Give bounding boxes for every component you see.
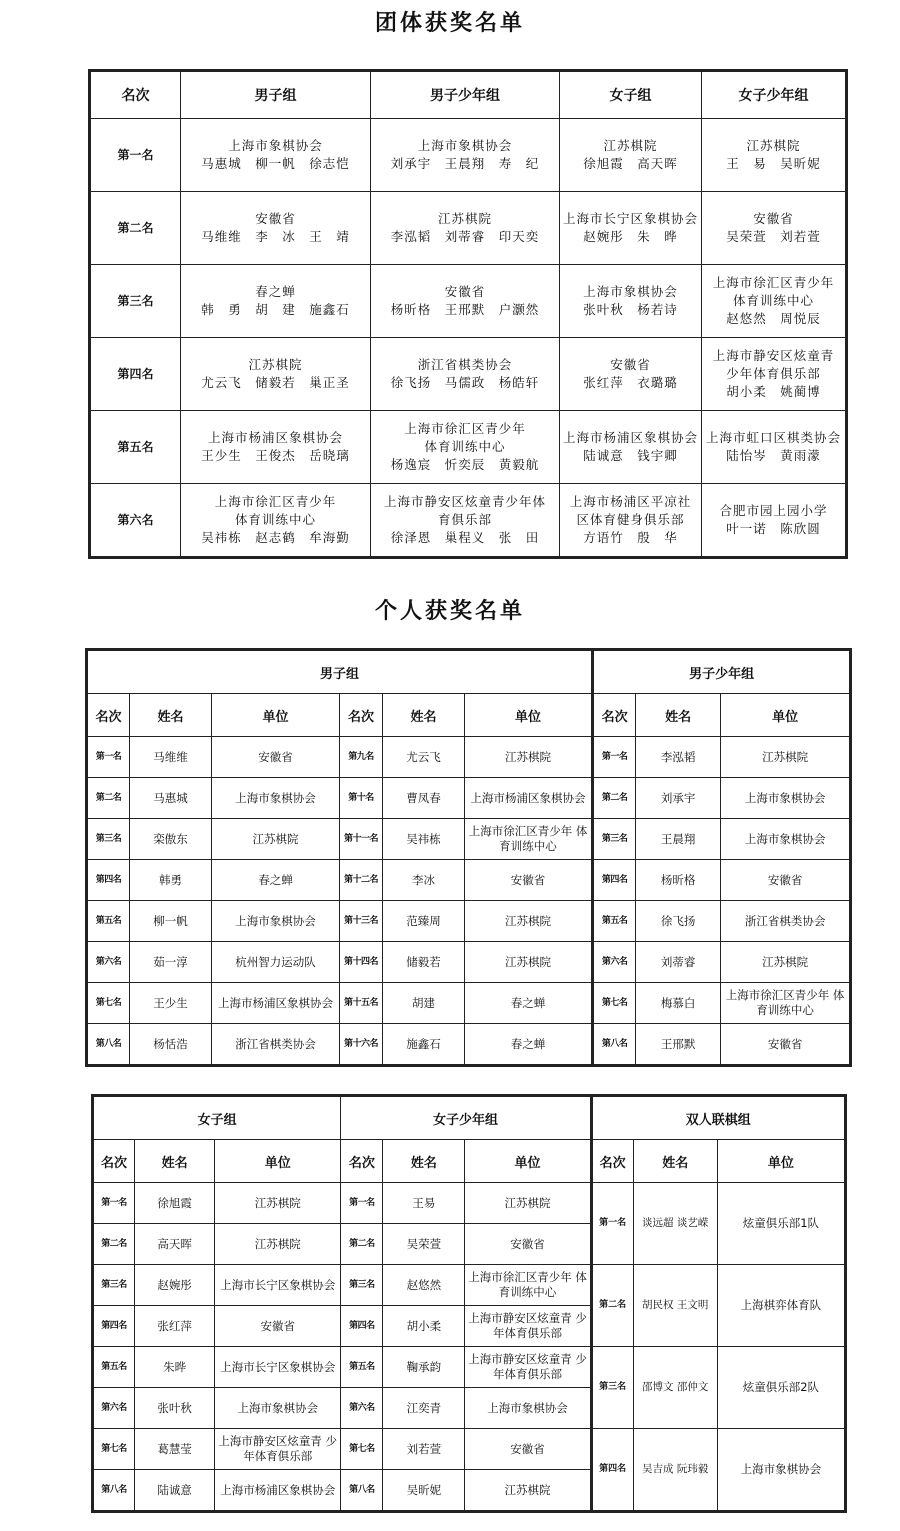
cell-line: 吴祎栋 赵志鹤 牟海勤 (201, 530, 350, 545)
cell-rank: 第五名 (93, 1347, 135, 1388)
cell-player-name: 王邢默 (636, 1024, 721, 1066)
team-cell-women (560, 119, 702, 192)
cell-player-name: 朱晔 (135, 1347, 215, 1388)
cell-rank: 第四名 (93, 1306, 135, 1347)
cell-player-name: 杨恬浩 (130, 1024, 212, 1066)
cell-line: 江苏棋院 (746, 138, 801, 153)
cell-line: 吴荣萱 刘若萱 (726, 229, 821, 244)
cell-line: 上海市象棋协会 (583, 284, 678, 299)
cell-rank: 第十三名 (340, 901, 383, 942)
cell-unit: 江苏棋院 (721, 737, 851, 778)
cell-unit: 杭州智力运动队 (212, 942, 340, 983)
column-header-name: 姓名 (383, 694, 465, 737)
team-cell-junior-men (371, 192, 560, 265)
cell-line: 浙江省棋类协会 (417, 357, 513, 372)
column-header-name: 姓名 (636, 694, 721, 737)
cell-line: 体育训练中心 (732, 293, 814, 308)
column-header-name: 姓名 (135, 1140, 215, 1183)
pair-names: 吴吉成 阮玮毅 (633, 1429, 717, 1512)
table-row (87, 901, 851, 942)
cell-line: 王少生 王俊杰 岳晓璃 (201, 448, 350, 463)
cell-rank: 第九名 (340, 737, 383, 778)
table-row (93, 1347, 846, 1388)
cell-rank: 第四名 (87, 860, 130, 901)
cell-unit: 安徽省 (721, 860, 851, 901)
column-header-rank: 名次 (87, 694, 130, 737)
cell-line: 陆怡岑 黄雨濛 (726, 448, 821, 463)
team-rank: 第四名 (90, 338, 181, 411)
cell-player-name: 范臻周 (383, 901, 465, 942)
cell-line: 赵悠然 周悦辰 (726, 311, 821, 326)
header-junior-women: 女子少年组 (702, 71, 847, 119)
cell-player-name: 张叶秋 (135, 1388, 215, 1429)
team-cell-men (181, 411, 371, 484)
cell-unit: 春之蝉 (465, 1024, 593, 1066)
group-men: 男子组 (87, 650, 593, 694)
cell-line: 安徽省 (444, 284, 486, 299)
column-header-unit: 单位 (465, 1140, 591, 1183)
team-rank: 第三名 (90, 265, 181, 338)
cell-player-name: 王易 (383, 1183, 465, 1224)
cell-player-name: 陆诚意 (135, 1470, 215, 1512)
column-header-rank: 名次 (591, 1140, 633, 1183)
cell-rank: 第八名 (593, 1024, 636, 1066)
team-cell-junior-men (371, 411, 560, 484)
cell-line: 上海市虹口区棋类协会 (705, 430, 841, 445)
cell-unit: 上海市杨浦区象棋协会 (215, 1470, 341, 1512)
team-cell-men (181, 484, 371, 558)
cell-rank: 第一名 (87, 737, 130, 778)
team-cell-junior-men (371, 265, 560, 338)
cell-line: 上海市长宁区象棋协会 (562, 211, 698, 226)
cell-player-name: 刘蒂睿 (636, 942, 721, 983)
cell-rank: 第八名 (87, 1024, 130, 1066)
cell-line: 杨逸宸 忻奕辰 黄毅航 (390, 457, 540, 472)
individual-awards-table-men (85, 648, 852, 1067)
cell-line: 李泓韬 刘蒂睿 印天奕 (390, 229, 540, 244)
cell-unit: 江苏棋院 (465, 942, 593, 983)
cell-rank: 第六名 (593, 942, 636, 983)
cell-rank: 第八名 (93, 1470, 135, 1512)
pair-rank: 第二名 (591, 1265, 633, 1347)
team-row (90, 192, 847, 265)
table-row (87, 942, 851, 983)
cell-line: 张叶秋 杨若诗 (583, 302, 678, 317)
cell-unit: 江苏棋院 (215, 1183, 341, 1224)
column-header-name: 姓名 (130, 694, 212, 737)
cell-rank: 第七名 (93, 1429, 135, 1470)
cell-player-name: 王晨翔 (636, 819, 721, 860)
cell-unit: 安徽省 (212, 737, 340, 778)
cell-unit: 浙江省棋类协会 (721, 901, 851, 942)
cell-line: 体育训练中心 (424, 439, 506, 454)
header-junior-men: 男子少年组 (371, 71, 560, 119)
header-men: 男子组 (181, 71, 371, 119)
cell-line: 育俱乐部 (437, 512, 492, 527)
team-row (90, 484, 847, 558)
cell-player-name: 杨昕格 (636, 860, 721, 901)
cell-rank: 第三名 (341, 1265, 383, 1306)
cell-unit: 江苏棋院 (465, 1470, 591, 1512)
cell-line: 安徽省 (255, 211, 296, 226)
team-row (90, 119, 847, 192)
cell-rank: 第五名 (87, 901, 130, 942)
cell-rank: 第六名 (93, 1388, 135, 1429)
cell-line: 尤云飞 储毅若 巢正圣 (201, 375, 350, 390)
cell-line: 上海市徐汇区青少年 (214, 494, 337, 509)
cell-player-name: 栾傲东 (130, 819, 212, 860)
cell-unit: 上海市杨浦区象棋协会 (212, 983, 340, 1024)
cell-line: 杨昕格 王邢默 户灏然 (390, 302, 540, 317)
pair-names: 谈远超 谈艺嵘 (633, 1183, 717, 1265)
cell-line: 赵婉彤 朱 晔 (583, 229, 678, 244)
table-row (87, 778, 851, 819)
cell-unit: 春之蝉 (212, 860, 340, 901)
cell-player-name: 王少生 (130, 983, 212, 1024)
cell-line: 徐旭霞 高天晖 (583, 156, 678, 171)
cell-unit: 春之蝉 (465, 983, 593, 1024)
pair-rank: 第一名 (591, 1183, 633, 1265)
individual-awards-table-women (91, 1094, 847, 1513)
pair-names: 邵博文 邵仲文 (633, 1347, 717, 1429)
team-row (90, 265, 847, 338)
cell-unit: 上海市象棋协会 (465, 1388, 591, 1429)
team-cell-junior-women (702, 192, 847, 265)
cell-player-name: 韩勇 (130, 860, 212, 901)
cell-player-name: 储毅若 (383, 942, 465, 983)
cell-rank: 第五名 (593, 901, 636, 942)
column-header-rank: 名次 (93, 1140, 135, 1183)
cell-unit: 上海市象棋协会 (721, 778, 851, 819)
cell-unit: 上海市徐汇区青少年 体育训练中心 (465, 819, 593, 860)
table-row (93, 1265, 846, 1306)
cell-unit: 安徽省 (465, 1429, 591, 1470)
table-row (87, 983, 851, 1024)
cell-player-name: 葛慧莹 (135, 1429, 215, 1470)
pair-unit: 炫童俱乐部1队 (717, 1183, 845, 1265)
table-row (93, 1429, 846, 1470)
cell-line: 安徽省 (610, 357, 651, 372)
team-cell-men (181, 119, 371, 192)
cell-player-name: 徐飞扬 (636, 901, 721, 942)
cell-line: 区体育健身俱乐部 (576, 512, 685, 527)
header-rank: 名次 (90, 71, 181, 119)
cell-unit: 上海市长宁区象棋协会 (215, 1265, 341, 1306)
cell-unit: 江苏棋院 (465, 737, 593, 778)
cell-unit: 上海市象棋协会 (212, 901, 340, 942)
cell-unit: 上海市杨浦区象棋协会 (465, 778, 593, 819)
cell-rank: 第一名 (341, 1183, 383, 1224)
cell-line: 马维维 李 冰 王 靖 (201, 229, 350, 244)
cell-unit: 江苏棋院 (465, 1183, 591, 1224)
cell-player-name: 吴荣萱 (383, 1224, 465, 1265)
cell-player-name: 柳一帆 (130, 901, 212, 942)
cell-unit: 浙江省棋类协会 (212, 1024, 340, 1066)
cell-player-name: 李冰 (383, 860, 465, 901)
cell-unit: 上海市象棋协会 (212, 778, 340, 819)
cell-rank: 第八名 (341, 1470, 383, 1512)
team-row (90, 411, 847, 484)
cell-line: 叶一诺 陈欣圆 (726, 521, 821, 536)
cell-rank: 第二名 (87, 778, 130, 819)
cell-rank: 第七名 (341, 1429, 383, 1470)
cell-unit: 江苏棋院 (212, 819, 340, 860)
team-cell-junior-women (702, 411, 847, 484)
team-cell-junior-women (702, 119, 847, 192)
team-cell-women (560, 192, 702, 265)
cell-rank: 第十四名 (340, 942, 383, 983)
cell-player-name: 胡建 (383, 983, 465, 1024)
cell-rank: 第十名 (340, 778, 383, 819)
team-cell-women (560, 338, 702, 411)
team-cell-men (181, 192, 371, 265)
cell-rank: 第十五名 (340, 983, 383, 1024)
cell-line: 安徽省 (753, 211, 794, 226)
cell-rank: 第六名 (341, 1388, 383, 1429)
cell-unit: 安徽省 (465, 1224, 591, 1265)
cell-unit: 上海市静安区炫童青 少年体育俱乐部 (215, 1429, 341, 1470)
cell-line: 张红萍 衣璐璐 (583, 375, 678, 390)
cell-rank: 第十一名 (340, 819, 383, 860)
cell-unit: 上海市长宁区象棋协会 (215, 1347, 341, 1388)
cell-player-name: 胡小柔 (383, 1306, 465, 1347)
cell-line: 合肥市园上园小学 (719, 503, 828, 518)
cell-line: 春之蝉 (255, 284, 296, 299)
table-row (87, 737, 851, 778)
cell-unit: 安徽省 (215, 1306, 341, 1347)
team-awards-table (88, 69, 848, 559)
team-rank: 第六名 (90, 484, 181, 558)
cell-unit: 上海市静安区炫童青 少年体育俱乐部 (465, 1306, 591, 1347)
team-cell-junior-women (702, 338, 847, 411)
cell-line: 江苏棋院 (248, 357, 303, 372)
cell-unit: 上海市静安区炫童青 少年体育俱乐部 (465, 1347, 591, 1388)
group-header-row (93, 1096, 846, 1140)
cell-line: 方语竹 殷 华 (583, 530, 678, 545)
team-cell-men (181, 265, 371, 338)
column-header-unit: 单位 (721, 694, 851, 737)
header-women: 女子组 (560, 71, 702, 119)
cell-player-name: 马惠城 (130, 778, 212, 819)
cell-rank: 第三名 (593, 819, 636, 860)
column-header-rank: 名次 (341, 1140, 383, 1183)
team-awards-title: 团体获奖名单 (374, 11, 525, 36)
team-header-row (90, 71, 847, 119)
cell-player-name: 吴昕妮 (383, 1470, 465, 1512)
cell-line: 陆诚意 钱宇卿 (583, 448, 678, 463)
column-header-unit: 单位 (717, 1140, 845, 1183)
cell-unit: 安徽省 (465, 860, 593, 901)
cell-player-name: 曹凤春 (383, 778, 465, 819)
cell-player-name: 尤云飞 (383, 737, 465, 778)
column-header-unit: 单位 (212, 694, 340, 737)
cell-line: 徐飞扬 马儒政 杨皓轩 (390, 375, 540, 390)
pair-unit: 上海棋弈体育队 (717, 1265, 845, 1347)
cell-unit: 江苏棋院 (465, 901, 593, 942)
team-rank: 第五名 (90, 411, 181, 484)
cell-line: 江苏棋院 (437, 211, 492, 226)
cell-line: 少年体育俱乐部 (726, 366, 821, 381)
cell-unit: 上海市徐汇区青少年 体育训练中心 (721, 983, 851, 1024)
cell-unit: 江苏棋院 (215, 1224, 341, 1265)
team-cell-men (181, 338, 371, 411)
cell-player-name: 李泓韬 (636, 737, 721, 778)
cell-line: 上海市静安区炫童青少年体 (383, 494, 546, 509)
cell-rank: 第三名 (87, 819, 130, 860)
cell-line: 上海市象棋协会 (417, 138, 513, 153)
cell-unit: 上海市象棋协会 (215, 1388, 341, 1429)
cell-rank: 第十六名 (340, 1024, 383, 1066)
cell-line: 上海市杨浦区平凉社 (569, 494, 692, 509)
cell-rank: 第七名 (87, 983, 130, 1024)
cell-player-name: 施鑫石 (383, 1024, 465, 1066)
pair-names: 胡民权 王文明 (633, 1265, 717, 1347)
cell-line: 上海市杨浦区象棋协会 (207, 430, 343, 445)
team-row (90, 338, 847, 411)
cell-line: 刘承宇 王晨翔 寿 纪 (390, 156, 540, 171)
team-cell-women (560, 411, 702, 484)
cell-unit: 上海市徐汇区青少年 体育训练中心 (465, 1265, 591, 1306)
column-header-unit: 单位 (215, 1140, 341, 1183)
cell-rank: 第十二名 (340, 860, 383, 901)
cell-player-name: 高天晖 (135, 1224, 215, 1265)
cell-rank: 第一名 (93, 1183, 135, 1224)
team-cell-women (560, 484, 702, 558)
team-rank: 第一名 (90, 119, 181, 192)
cell-player-name: 张红萍 (135, 1306, 215, 1347)
cell-player-name: 刘承宇 (636, 778, 721, 819)
team-rank: 第二名 (90, 192, 181, 265)
table-row (93, 1183, 846, 1224)
cell-unit: 上海市象棋协会 (721, 819, 851, 860)
table-row (87, 819, 851, 860)
cell-player-name: 徐旭霞 (135, 1183, 215, 1224)
group-women: 女子组 (93, 1096, 341, 1140)
cell-rank: 第二名 (593, 778, 636, 819)
individual-awards-title: 个人获奖名单 (374, 599, 525, 624)
cell-rank: 第六名 (87, 942, 130, 983)
cell-line: 江苏棋院 (603, 138, 658, 153)
table-row (87, 860, 851, 901)
cell-player-name: 赵悠然 (383, 1265, 465, 1306)
pair-unit: 炫童俱乐部2队 (717, 1347, 845, 1429)
column-header-row (93, 1140, 846, 1183)
pair-rank: 第三名 (591, 1347, 633, 1429)
team-cell-junior-men (371, 484, 560, 558)
cell-player-name: 吴祎栋 (383, 819, 465, 860)
cell-rank: 第二名 (93, 1224, 135, 1265)
column-header-rank: 名次 (340, 694, 383, 737)
cell-line: 上海市象棋协会 (228, 138, 323, 153)
cell-rank: 第七名 (593, 983, 636, 1024)
cell-line: 马惠城 柳一帆 徐志恺 (201, 156, 350, 171)
pair-rank: 第四名 (591, 1429, 633, 1512)
cell-line: 上海市徐汇区青少年 (712, 275, 835, 290)
cell-player-name: 梅慕白 (636, 983, 721, 1024)
group-junior-men: 男子少年组 (593, 650, 851, 694)
table-row (87, 1024, 851, 1066)
cell-player-name: 鞠承韵 (383, 1347, 465, 1388)
cell-rank: 第四名 (593, 860, 636, 901)
cell-player-name: 刘若萱 (383, 1429, 465, 1470)
cell-rank: 第四名 (341, 1306, 383, 1347)
group-pairs: 双人联棋组 (591, 1096, 845, 1140)
team-cell-junior-women (702, 265, 847, 338)
column-header-row (87, 694, 851, 737)
cell-line: 胡小柔 姚蔺博 (726, 384, 821, 399)
pair-unit: 上海市象棋协会 (717, 1429, 845, 1512)
column-header-name: 姓名 (633, 1140, 717, 1183)
cell-line: 体育训练中心 (234, 512, 316, 527)
cell-player-name: 茹一淳 (130, 942, 212, 983)
team-cell-women (560, 265, 702, 338)
group-junior-women: 女子少年组 (341, 1096, 591, 1140)
cell-line: 上海市徐汇区青少年 (404, 421, 526, 436)
cell-rank: 第三名 (93, 1265, 135, 1306)
column-header-name: 姓名 (383, 1140, 465, 1183)
cell-player-name: 赵婉彤 (135, 1265, 215, 1306)
cell-unit: 安徽省 (721, 1024, 851, 1066)
cell-rank: 第一名 (593, 737, 636, 778)
cell-line: 韩 勇 胡 建 施鑫石 (201, 302, 350, 317)
cell-rank: 第五名 (341, 1347, 383, 1388)
cell-unit: 江苏棋院 (721, 942, 851, 983)
column-header-rank: 名次 (593, 694, 636, 737)
cell-player-name: 江奕青 (383, 1388, 465, 1429)
cell-line: 上海市静安区炫童青 (712, 348, 835, 363)
group-header-row (87, 650, 851, 694)
cell-player-name: 马维维 (130, 737, 212, 778)
team-cell-junior-women (702, 484, 847, 558)
team-cell-junior-men (371, 119, 560, 192)
column-header-unit: 单位 (465, 694, 593, 737)
cell-line: 上海市杨浦区象棋协会 (562, 430, 698, 445)
cell-rank: 第二名 (341, 1224, 383, 1265)
cell-line: 王 易 吴昕妮 (726, 156, 821, 171)
cell-line: 徐泽恩 巢程义 张 田 (390, 530, 540, 545)
team-cell-junior-men (371, 338, 560, 411)
